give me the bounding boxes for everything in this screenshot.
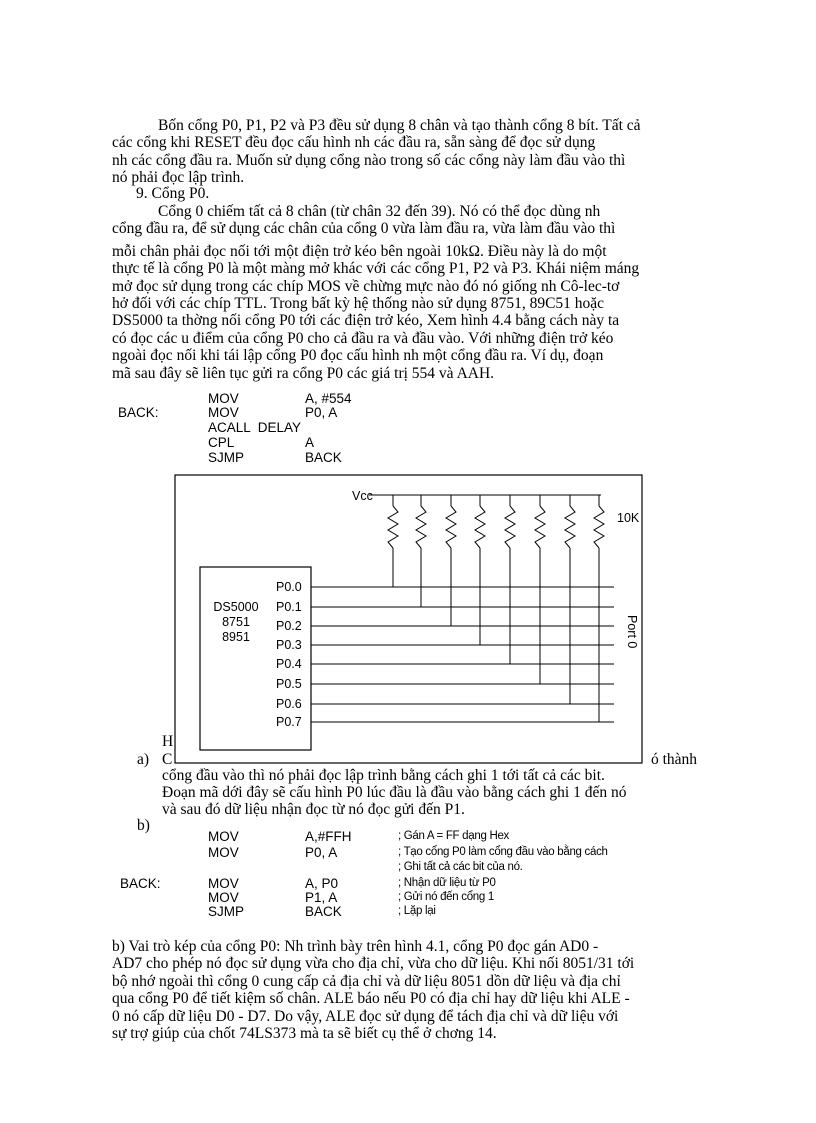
- code-op: MOV: [208, 845, 239, 860]
- text-line: AD7 cho phép nó đọc sử dụng vừa cho địa chỉ, vừa cho dữ liệu. Khi nối 8051/31 tới: [112, 955, 635, 973]
- code-arg: A, P0: [305, 876, 339, 891]
- item-b-marker: b): [137, 817, 150, 834]
- chip-label: 8951: [222, 630, 250, 644]
- code-arg: BACK: [305, 450, 342, 465]
- code-op: MOV: [208, 829, 239, 844]
- item-a-right-fragment: ó thành: [651, 751, 698, 768]
- text-line: nh các cổng đầu ra. Muốn sử dụng cổng nào trong số các cổng này làm đầu vào thì: [112, 151, 626, 169]
- code-op: MOV: [208, 405, 239, 420]
- code-op: SJMP: [208, 904, 245, 919]
- code-comment: ; Gán A = FF dạng Hex: [398, 830, 510, 842]
- code-comment: ; Gửi nó đến cổng 1: [398, 891, 494, 903]
- text-line: hở đối với các chíp TTL. Trong bất kỳ hệ thống nào sử dụng 8751, 89C51 hoặc: [112, 295, 605, 313]
- text-line: thực tế là cổng P0 là một màng mở khác với các cổng P1, P2 và P3. Khái niệm máng: [112, 260, 640, 278]
- text-line: mỗi chân phải đọc nối tới một điện trở kéo bên ngoài 10kΩ. Điều này là do một: [112, 242, 607, 260]
- pin-label: P0.0: [276, 580, 302, 594]
- text-line: b) Vai trò kép của cổng P0: Nh trình bày trên hình 4.1, cổng P0 đọc gán AD0 -: [112, 938, 599, 955]
- pin-label: P0.2: [276, 619, 302, 633]
- code-op: MOV: [208, 876, 239, 891]
- text-line: sự trợ giúp của chốt 74LS373 mà ta sẽ biết cụ thể ở chơng 14.: [112, 1025, 497, 1043]
- text-line: DS5000 ta thờng nối cổng P0 tới các điện trở kéo, Xem hình 4.4 bằng cách này ta: [112, 312, 620, 330]
- code-arg: P0, A: [305, 845, 338, 860]
- item-a-line: C: [162, 751, 173, 768]
- port0-label: Port 0: [625, 615, 639, 649]
- pin-label: P0.7: [276, 715, 302, 729]
- text-line: 0 nó cấp dữ liệu D0 - D7. Do vậy, ALE đọc sử dụng để tách địa chỉ và dữ liệu với: [112, 1007, 619, 1025]
- code-label-back: BACK:: [120, 876, 161, 891]
- text-line: các cổng khi RESET đều đọc cấu hình nh các đầu ra, sẵn sàng để đọc sử dụng: [112, 134, 596, 152]
- chip-label: DS5000: [213, 600, 259, 614]
- text-line: bộ nhớ ngoài thì cổng 0 cung cấp cả địa chỉ và dữ liệu 8051 dồn dữ liệu và địa chỉ: [112, 972, 621, 990]
- code-op: MOV: [208, 391, 239, 406]
- code-op: SJMP: [208, 450, 245, 465]
- code-arg: P1, A: [305, 890, 338, 905]
- code-arg: BACK: [305, 904, 342, 919]
- code-arg: A,#FFH: [305, 829, 352, 844]
- pin-label: P0.6: [276, 697, 302, 711]
- text-line: qua cổng P0 để tiết kiệm số chân. ALE báo nếu P0 có địa chỉ hay dữ liệu khi ALE -: [112, 990, 630, 1008]
- code-comment: ; Tạo cổng P0 làm cổng đầu vào bằng cách: [398, 846, 608, 858]
- item-a-line: và sau đó dữ liệu nhận đọc từ nó đọc gửi đến P1.: [162, 801, 465, 818]
- pin-label: P0.5: [276, 677, 302, 691]
- code-arg: P0, A: [305, 405, 338, 420]
- text-line: có đọc các u điểm của cổng P0 cho cả đầu ra và đầu vào. Với những điện trở kéo: [112, 329, 614, 347]
- hidden-heading-fragment: H: [162, 733, 174, 750]
- vcc-label: Vcc: [352, 489, 373, 503]
- text-line: cổng đầu ra, để sử dụng các chân của cổng 0 vừa làm đầu ra, vừa làm đầu vào thì: [112, 220, 616, 238]
- text-line: ngoài đọc nối khi tái lập cổng P0 đọc cấu hình nh một cổng đầu ra. Ví dụ, đoạn: [112, 347, 604, 365]
- chip-label: 8751: [222, 615, 250, 629]
- code-arg: A: [305, 435, 315, 450]
- text-line: nó phải đọc lập trình.: [112, 169, 245, 187]
- code-op: ACALL DELAY: [208, 420, 302, 435]
- text-line: Cổng 0 chiếm tất cả 8 chân (từ chân 32 đến 39). Nó có thể đọc dùng nh: [158, 203, 601, 220]
- pin-label: P0.1: [276, 600, 302, 614]
- code-arg: A, #554: [305, 391, 352, 406]
- section-heading: 9. Cổng P0.: [136, 185, 210, 202]
- pin-label: P0.3: [276, 638, 302, 652]
- code-label-back: BACK:: [118, 405, 159, 420]
- code-comment: ; Ghi tất cả các bit của nó.: [398, 861, 523, 873]
- text-line: Bốn cổng P0, P1, P2 và P3 đều sử dụng 8 chân và tạo thành cổng 8 bít. Tất cả: [158, 117, 641, 134]
- resistor-value-label: 10K: [617, 511, 640, 525]
- code-comment: ; Lặp lại: [398, 905, 436, 917]
- code-op: CPL: [208, 435, 235, 450]
- code-op: MOV: [208, 890, 239, 905]
- code-comment: ; Nhận dữ liệu từ P0: [398, 877, 496, 889]
- text-line: mã sau đây sẽ liên tục gửi ra cổng P0 các giá trị 554 và AAH.: [112, 364, 495, 382]
- item-a-line: Đoạn mã dới đây sẽ cấu hình P0 lúc đầu là đầu vào bằng cách ghi 1 đến nó: [162, 784, 627, 801]
- text-line: mở đọc sử dụng trong các chíp MOS về chừng mực nào đó nó giống nh Cô-lec-tơ: [112, 277, 620, 295]
- item-a-marker: a): [137, 751, 150, 768]
- item-a-line: cổng đầu vào thì nó phải đọc lập trình bằng cách ghi 1 tới tất cả các bit.: [162, 767, 605, 784]
- pin-label: P0.4: [276, 657, 302, 671]
- paragraph-port0-dual-role: [112, 938, 707, 1042]
